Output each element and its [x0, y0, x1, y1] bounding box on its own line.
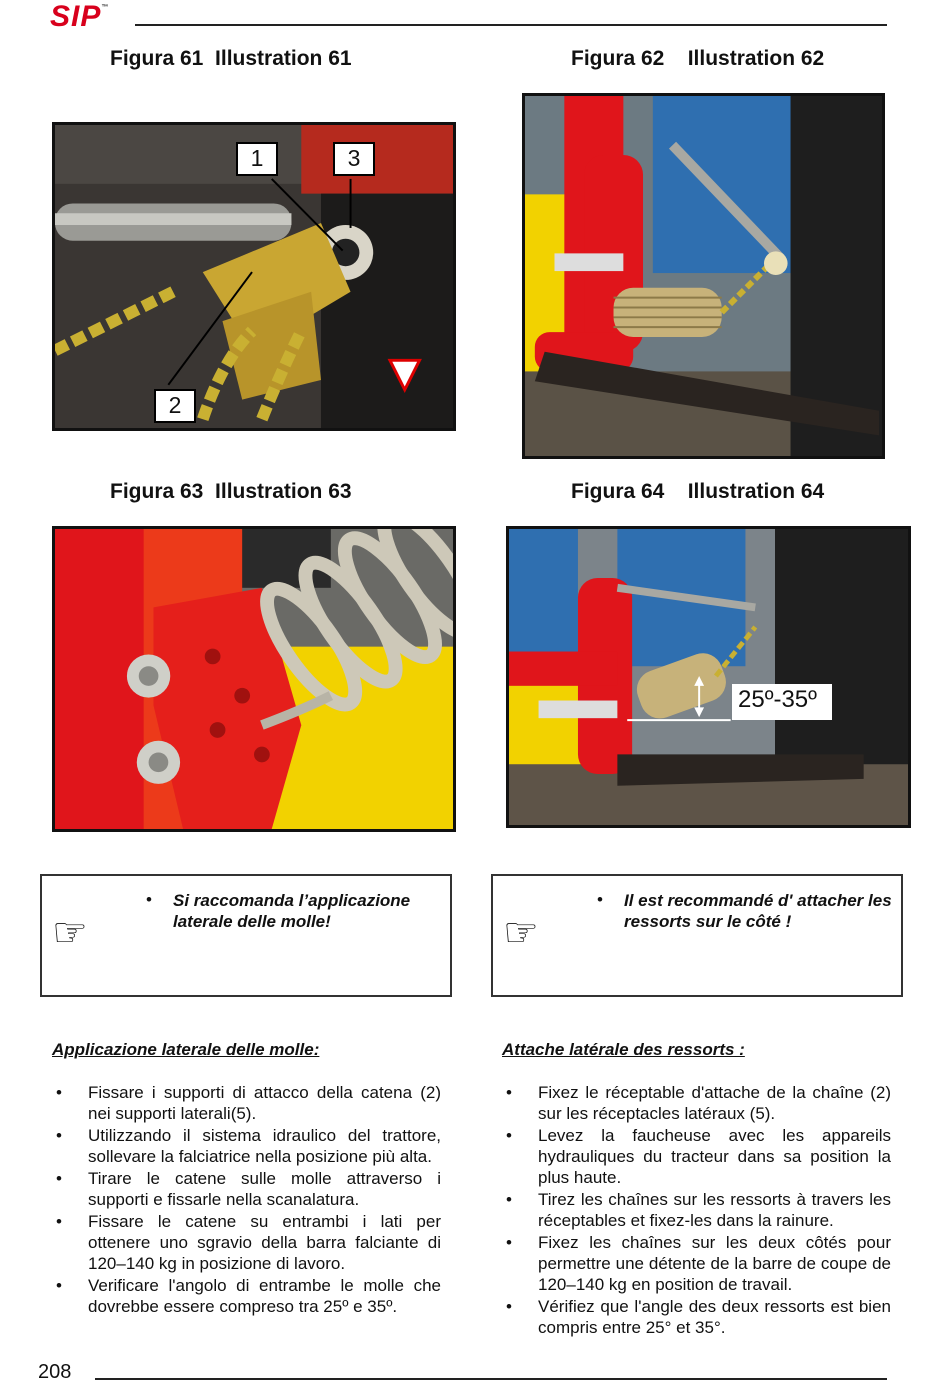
list-item: • Vérifiez que l'angle des deux ressorts est bien compris entre 25° et 35°. — [506, 1297, 891, 1337]
figure-64-photo — [506, 526, 911, 828]
callout-2: 2 — [154, 389, 196, 423]
angle-range-label: 25º-35º — [732, 684, 832, 720]
list-item: • Levez la faucheuse avec les appareils hydrauliques du tracteur dans sa position la plus haute. — [506, 1126, 891, 1187]
french-instruction-list — [502, 1082, 891, 1339]
list-item: • Fixez les chaînes sur les deux côtés pour permettre une détente de la barre de coupe de 120–140 kg en position de travail. — [506, 1233, 891, 1294]
note-text-italian: Si raccomanda l’applicazione laterale delle molle! — [173, 891, 411, 931]
figure-64-title: Figura 64 Illustration 64 — [571, 480, 825, 503]
note-bullet: • — [146, 890, 152, 909]
list-item: • Fixez le réceptable d'attache de la chaîne (2) sur les réceptacles latéraux (5). — [506, 1083, 891, 1123]
list-item: • Tirare le catene sulle molle attraverso i supporti e fissarle nella scanalatura. — [56, 1169, 441, 1209]
figure-63-title: Figura 63 Illustration 63 — [110, 480, 352, 503]
figure-61-title: Figura 61 Illustration 61 — [110, 47, 352, 70]
note-bullet: • — [597, 890, 603, 909]
sip-logo: SIP™ — [50, 0, 110, 33]
figure-62-title: Figura 62 Illustration 62 — [571, 47, 825, 70]
pointing-hand-icon: ☞ — [503, 911, 539, 955]
note-text-french: Il est recommandé d' attacher les ressorts sur le côté ! — [624, 891, 892, 931]
callout-1: 1 — [236, 142, 278, 176]
list-item: • Utilizzando il sistema idraulico del trattore, sollevare la falciatrice nella posizione più alta. — [56, 1126, 441, 1166]
callout-3: 3 — [333, 142, 375, 176]
page-number: 208 — [38, 1361, 72, 1383]
note-box-french — [491, 874, 903, 997]
note-box-italian — [40, 874, 452, 997]
list-item: • Fissare le catene su entrambi i lati per ottenere uno sgravio della barra falciante di 120–140 kg in posizione di lavoro. — [56, 1212, 441, 1273]
list-item: • Tirez les chaînes sur les ressorts à travers les réceptables et fixez-les dans la rainure. — [506, 1190, 891, 1230]
header-rule — [135, 24, 887, 26]
italian-section-heading: Applicazione laterale delle molle: — [52, 1040, 320, 1059]
list-item: • Fissare i supporti di attacco della catena (2) nei supporti laterali(5). — [56, 1083, 441, 1123]
footer-rule — [95, 1378, 887, 1380]
figure-62-photo — [522, 93, 885, 459]
italian-instruction-list — [52, 1082, 441, 1318]
french-section-heading: Attache latérale des ressorts : — [502, 1040, 745, 1059]
list-item: • Verificare l'angolo di entrambe le molle che dovrebbe essere compreso tra 25º e 35º. — [56, 1276, 441, 1316]
figure-63-photo — [52, 526, 456, 832]
pointing-hand-icon: ☞ — [52, 911, 88, 955]
